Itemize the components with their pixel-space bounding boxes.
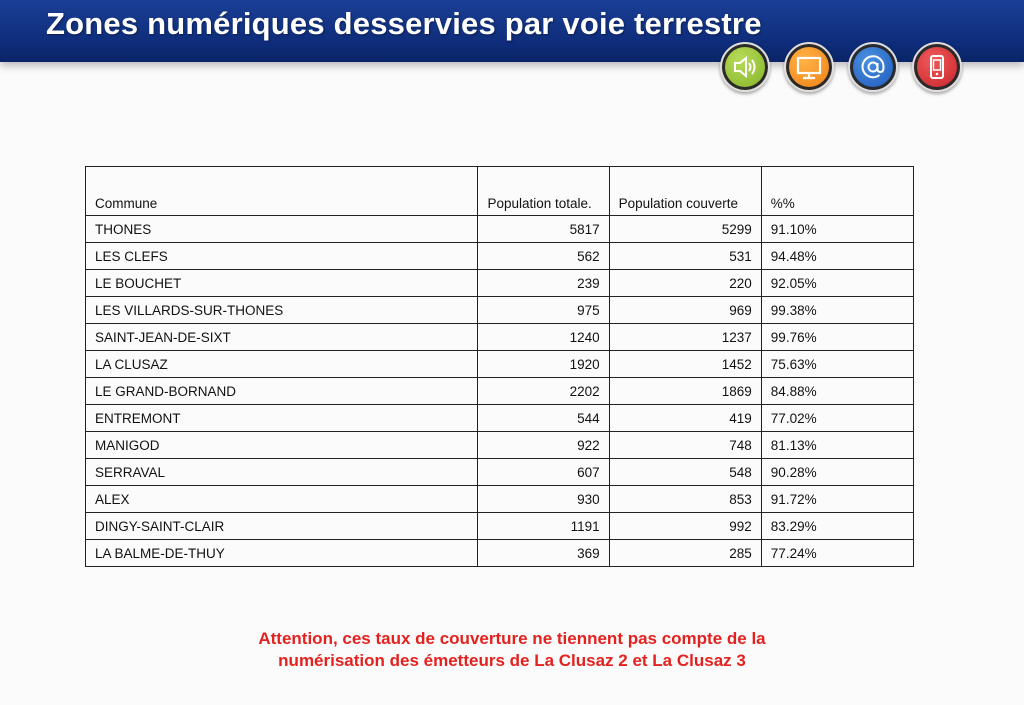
population-couverte-cell: 1452 [609, 351, 761, 378]
population-totale-cell: 975 [478, 297, 609, 324]
coverage-warning [140, 628, 884, 672]
table-row [86, 540, 914, 567]
table-header-row [86, 167, 914, 216]
population-totale-cell: 5817 [478, 216, 609, 243]
column-header-population-couverte: Population couverte [609, 167, 761, 216]
media-icons [720, 42, 962, 92]
percent-cell: 90.28% [761, 459, 913, 486]
table-row [86, 432, 914, 459]
population-couverte-cell: 748 [609, 432, 761, 459]
speaker-icon [720, 42, 770, 92]
commune-cell: LE GRAND-BORNAND [86, 378, 478, 405]
population-totale-cell: 562 [478, 243, 609, 270]
population-couverte-cell: 5299 [609, 216, 761, 243]
percent-cell: 84.88% [761, 378, 913, 405]
population-totale-cell: 1191 [478, 513, 609, 540]
commune-cell: SERRAVAL [86, 459, 478, 486]
percent-cell: 75.63% [761, 351, 913, 378]
commune-cell: LES CLEFS [86, 243, 478, 270]
commune-cell: SAINT-JEAN-DE-SIXT [86, 324, 478, 351]
population-totale-cell: 239 [478, 270, 609, 297]
population-couverte-cell: 419 [609, 405, 761, 432]
population-totale-cell: 922 [478, 432, 609, 459]
commune-cell: MANIGOD [86, 432, 478, 459]
commune-cell: LA BALME-DE-THUY [86, 540, 478, 567]
warning-line-1: Attention, ces taux de couverture ne tiennent pas compte de la [258, 629, 766, 648]
warning-line-2: numérisation des émetteurs de La Clusaz 2 et La Clusaz 3 [278, 651, 746, 670]
population-couverte-cell: 969 [609, 297, 761, 324]
commune-cell: DINGY-SAINT-CLAIR [86, 513, 478, 540]
population-totale-cell: 607 [478, 459, 609, 486]
percent-cell: 77.24% [761, 540, 913, 567]
population-totale-cell: 369 [478, 540, 609, 567]
table-row [86, 351, 914, 378]
population-couverte-cell: 853 [609, 486, 761, 513]
tv-icon [784, 42, 834, 92]
table-row [86, 297, 914, 324]
commune-cell: ENTREMONT [86, 405, 478, 432]
percent-cell: 91.10% [761, 216, 913, 243]
population-totale-cell: 1920 [478, 351, 609, 378]
population-couverte-cell: 992 [609, 513, 761, 540]
table-row [86, 405, 914, 432]
commune-cell: LA CLUSAZ [86, 351, 478, 378]
commune-cell: THONES [86, 216, 478, 243]
percent-cell: 91.72% [761, 486, 913, 513]
percent-cell: 99.76% [761, 324, 913, 351]
percent-cell: 99.38% [761, 297, 913, 324]
table-row [86, 459, 914, 486]
percent-cell: 92.05% [761, 270, 913, 297]
population-couverte-cell: 285 [609, 540, 761, 567]
commune-cell: LES VILLARDS-SUR-THONES [86, 297, 478, 324]
table-row [86, 486, 914, 513]
column-header-percent: %% [761, 167, 913, 216]
commune-cell: ALEX [86, 486, 478, 513]
at-sign-icon [848, 42, 898, 92]
table-row [86, 216, 914, 243]
table-row [86, 378, 914, 405]
population-couverte-cell: 220 [609, 270, 761, 297]
table-body [86, 216, 914, 567]
population-totale-cell: 544 [478, 405, 609, 432]
coverage-table [85, 166, 914, 567]
population-totale-cell: 930 [478, 486, 609, 513]
percent-cell: 94.48% [761, 243, 913, 270]
percent-cell: 83.29% [761, 513, 913, 540]
population-totale-cell: 2202 [478, 378, 609, 405]
table-row [86, 513, 914, 540]
population-couverte-cell: 1869 [609, 378, 761, 405]
column-header-commune: Commune [86, 167, 478, 216]
population-couverte-cell: 531 [609, 243, 761, 270]
population-couverte-cell: 1237 [609, 324, 761, 351]
percent-cell: 77.02% [761, 405, 913, 432]
population-totale-cell: 1240 [478, 324, 609, 351]
table-row [86, 270, 914, 297]
table-row [86, 243, 914, 270]
mobile-phone-icon [912, 42, 962, 92]
page-title: Zones numériques desservies par voie terrestre [46, 6, 762, 41]
commune-cell: LE BOUCHET [86, 270, 478, 297]
column-header-population-totale: Population totale. [478, 167, 609, 216]
table-row [86, 324, 914, 351]
percent-cell: 81.13% [761, 432, 913, 459]
population-couverte-cell: 548 [609, 459, 761, 486]
